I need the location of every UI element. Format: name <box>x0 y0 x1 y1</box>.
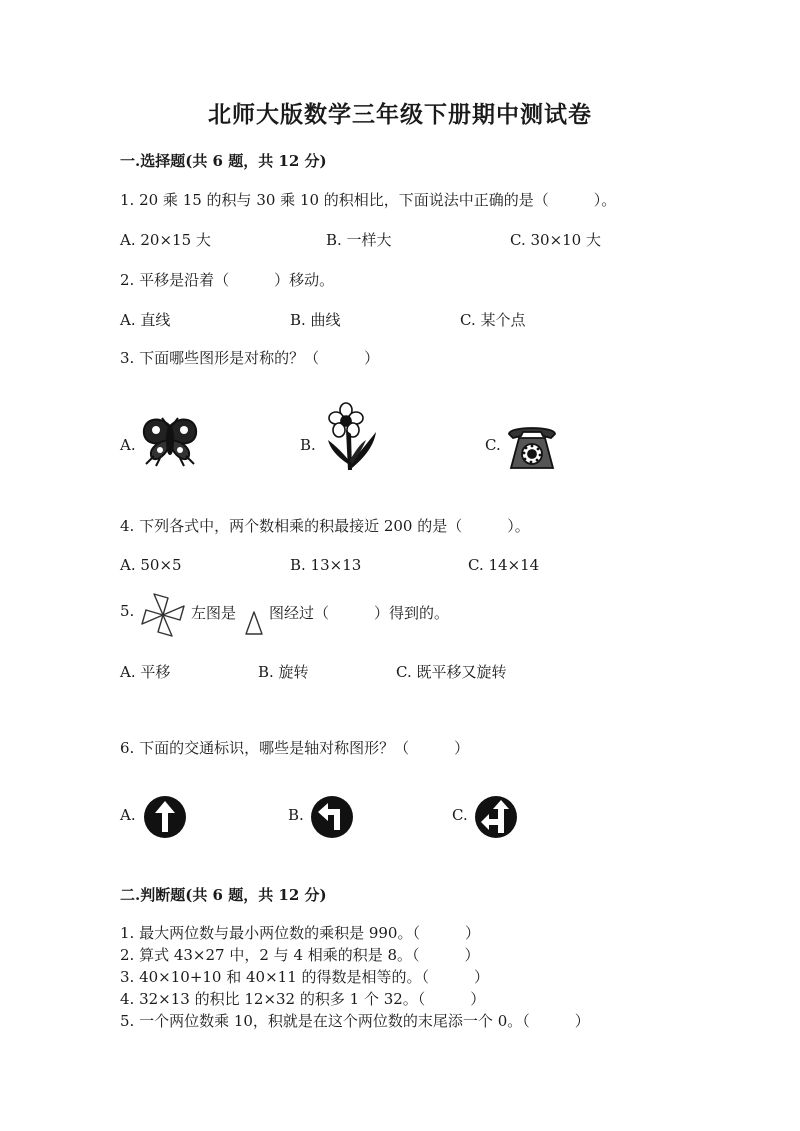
q2-text: 2. 平移是沿着（ ）移动。 <box>120 271 335 289</box>
q1-text: 1. 20 乘 15 的积与 30 乘 10 的积相比，下面说法中正确的是（ ）。 <box>120 191 617 209</box>
q4-text: 4. 下列各式中，两个数相乘的积最接近 200 的是（ ）。 <box>120 517 530 535</box>
q6-text: 6. 下面的交通标识，哪些是轴对称图形？（ ） <box>120 739 470 757</box>
butterfly-icon <box>138 416 202 466</box>
q6-option-b[interactable]: B. <box>288 806 304 824</box>
q4-option-a[interactable]: A. 50×5 <box>120 556 182 574</box>
triangle-icon <box>243 610 265 636</box>
q3-option-b[interactable]: B. <box>300 436 316 454</box>
section2-heading: 二.判断题(共 6 题，共 12 分) <box>120 886 327 904</box>
telephone-icon <box>505 424 559 470</box>
q4-option-c[interactable]: C. 14×14 <box>468 556 540 574</box>
judge-item-1: 1. 最大两位数与最小两位数的乘积是 990。（ ） <box>120 924 480 942</box>
q5-option-c[interactable]: C. 既平移又旋转 <box>396 663 507 681</box>
q1-option-c[interactable]: C. 30×10 大 <box>510 231 601 249</box>
q6-option-c[interactable]: C. <box>452 806 468 824</box>
page-title: 北师大版数学三年级下册期中测试卷 <box>208 101 592 128</box>
q6-option-a[interactable]: A. <box>120 806 136 824</box>
q3-text: 3. 下面哪些图形是对称的？（ ） <box>120 349 380 367</box>
q4-option-b[interactable]: B. 13×13 <box>290 556 362 574</box>
q2-option-b[interactable]: B. 曲线 <box>290 311 341 329</box>
q2-option-c[interactable]: C. 某个点 <box>460 311 526 329</box>
q5-mid-text: 左图是 <box>191 604 237 622</box>
q5-number: 5. <box>120 602 135 620</box>
q1-option-b[interactable]: B. 一样大 <box>326 231 392 249</box>
q5-tail-text: 图经过（ ）得到的。 <box>269 604 450 622</box>
judge-item-4: 4. 32×13 的积比 12×32 的积多 1 个 32。（ ） <box>120 990 486 1008</box>
q3-option-c[interactable]: C. <box>485 436 501 454</box>
section1-heading: 一.选择题(共 6 题，共 12 分) <box>120 152 327 170</box>
straight-arrow-sign-icon <box>143 795 187 839</box>
left-turn-sign-icon <box>310 795 354 839</box>
judge-item-5: 5. 一个两位数乘 10，积就是在这个两位数的末尾添一个 0。（ ） <box>120 1012 590 1030</box>
q5-option-a[interactable]: A. 平移 <box>120 663 171 681</box>
judge-item-3: 3. 40×10+10 和 40×11 的得数是相等的。（ ） <box>120 968 490 986</box>
straight-or-left-sign-icon <box>474 795 518 839</box>
judge-item-2: 2. 算式 43×27 中，2 与 4 相乘的积是 8。（ ） <box>120 946 480 964</box>
q3-option-a[interactable]: A. <box>120 436 136 454</box>
q1-option-a[interactable]: A. 20×15 大 <box>120 231 211 249</box>
q2-option-a[interactable]: A. 直线 <box>120 311 171 329</box>
q5-option-b[interactable]: B. 旋转 <box>258 663 309 681</box>
pinwheel-icon <box>140 592 186 638</box>
flower-icon <box>322 404 382 472</box>
